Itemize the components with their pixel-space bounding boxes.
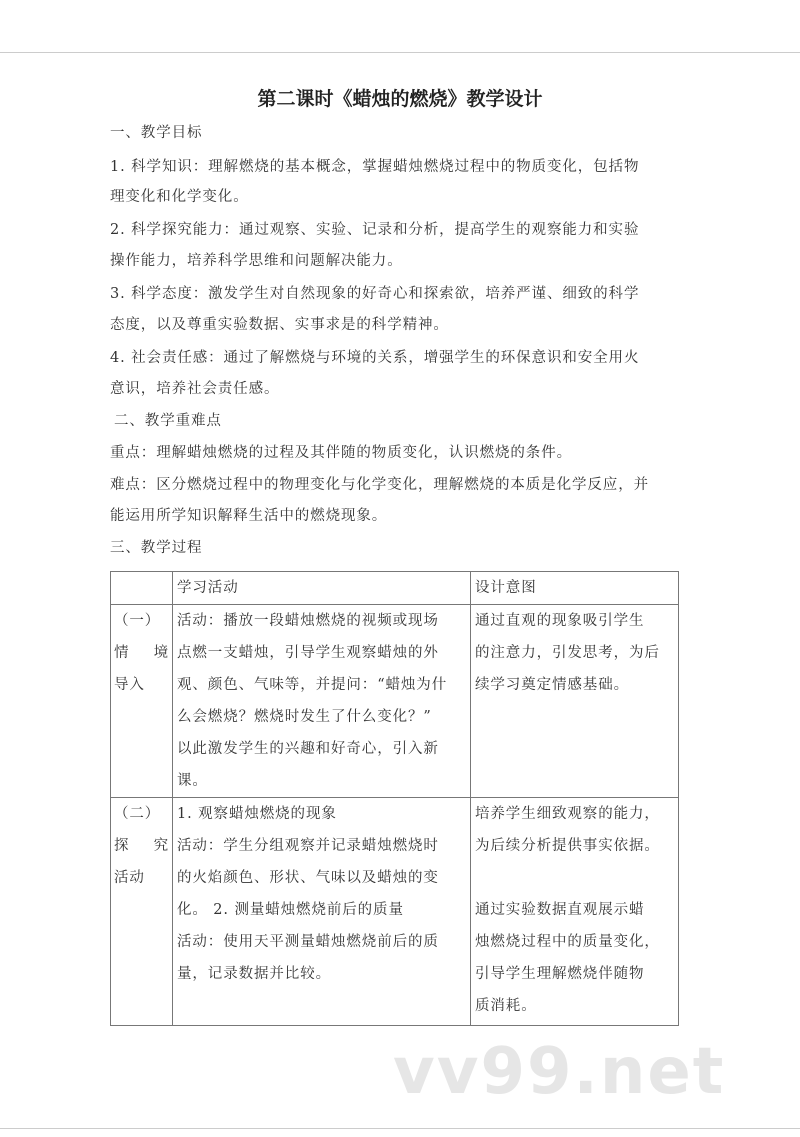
activity-cell — [173, 798, 471, 1026]
intent-cell — [471, 798, 679, 1026]
stage-number: （二） — [114, 806, 161, 822]
difficulty-line-2: 能运用所学知识解释生活中的燃烧现象。 — [110, 508, 388, 524]
intent-line: 引导学生理解燃烧伴随物 — [475, 966, 645, 982]
activity-line: 观、颜色、气味等，并提问：“蜡烛为什 — [177, 677, 448, 693]
stage-label: 导入 — [114, 677, 145, 693]
activity-line: 点燃一支蜡烛，引导学生观察蜡烛的外 — [177, 645, 439, 661]
intent-line: 质消耗。 — [475, 998, 537, 1014]
header-activity: 学习活动 — [173, 572, 471, 605]
section-heading-process: 三、教学过程 — [110, 540, 203, 556]
activity-line: 量，记录数据并比较。 — [177, 966, 331, 982]
goal-1-line-1: 1. 科学知识：理解燃烧的基本概念，掌握蜡烛燃烧过程中的物质变化，包括物 — [110, 159, 640, 175]
intent-line: 通过实验数据直观展示蜡 — [475, 902, 645, 918]
intent-cell — [471, 605, 679, 798]
page-bottom-border — [0, 1128, 800, 1129]
stage-label: 活动 — [114, 870, 145, 886]
activity-line: 以此激发学生的兴趣和好奇心，引入新 — [177, 741, 439, 757]
intent-line: 通过直观的现象吸引学生 — [475, 613, 645, 629]
activity-cell — [173, 605, 471, 798]
header-stage — [111, 572, 173, 605]
intent-line: 为后续分析提供事实依据。 — [475, 838, 660, 854]
table-row — [111, 605, 679, 798]
goal-3-line-2: 态度，以及尊重实验数据、实事求是的科学精神。 — [110, 317, 449, 333]
stage-cell — [111, 605, 173, 798]
intent-line: 烛燃烧过程中的质量变化， — [475, 934, 660, 950]
intent-line: 培养学生细致观察的能力， — [475, 806, 660, 822]
goal-2-line-1: 2. 科学探究能力：通过观察、实验、记录和分析，提高学生的观察能力和实验 — [110, 222, 640, 238]
stage-char: 境 — [153, 645, 169, 661]
goal-1-line-2: 理变化和化学变化。 — [110, 189, 249, 205]
document-title: 第二课时《蜡烛的燃烧》教学设计 — [257, 88, 543, 110]
section-heading-key-points: 二、教学重难点 — [114, 413, 222, 429]
stage-char: 探 — [114, 838, 130, 854]
stage-char: 究 — [153, 838, 169, 854]
activity-line: 化。 2. 测量蜡烛燃烧前后的质量 — [177, 902, 404, 918]
goal-2-line-2: 操作能力，培养科学思维和问题解决能力。 — [110, 253, 403, 269]
activity-line: 活动：使用天平测量蜡烛燃烧前后的质 — [177, 934, 439, 950]
activity-line: 1. 观察蜡烛燃烧的现象 — [177, 806, 337, 822]
section-heading-goals: 一、教学目标 — [110, 125, 203, 141]
intent-line: 的注意力，引发思考，为后 — [475, 645, 660, 661]
goal-4-line-2: 意识，培养社会责任感。 — [110, 381, 280, 397]
intent-line: 续学习奠定情感基础。 — [475, 677, 629, 693]
activity-line: 课。 — [177, 773, 208, 789]
activity-line: 的火焰颜色、形状、气味以及蜡烛的变 — [177, 870, 439, 886]
page-top-border — [0, 52, 800, 53]
intent-spacer — [475, 862, 674, 894]
activity-line: 么会燃烧？燃烧时发生了什么变化？” — [177, 709, 432, 725]
activity-line: 活动：播放一段蜡烛燃烧的视频或现场 — [177, 613, 439, 629]
watermark: vv99.net — [393, 1035, 726, 1109]
stage-cell — [111, 798, 173, 1026]
stage-char: 情 — [114, 645, 130, 661]
activity-line: 活动：学生分组观察并记录蜡烛燃烧时 — [177, 838, 439, 854]
goal-4-line-1: 4. 社会责任感：通过了解燃烧与环境的关系，增强学生的环保意识和安全用火 — [110, 350, 640, 366]
table-header-row — [111, 572, 679, 605]
stage-number: （一） — [114, 613, 161, 629]
difficulty-line-1: 难点：区分燃烧过程中的物理变化与化学变化，理解燃烧的本质是化学反应，并 — [110, 477, 649, 493]
key-point: 重点：理解蜡烛燃烧的过程及其伴随的物质变化，认识燃烧的条件。 — [110, 445, 572, 461]
goal-3-line-1: 3. 科学态度：激发学生对自然现象的好奇心和探索欲，培养严谨、细致的科学 — [110, 286, 640, 302]
table-row — [111, 798, 679, 1026]
teaching-process-table — [110, 571, 679, 1026]
header-intent: 设计意图 — [471, 572, 679, 605]
